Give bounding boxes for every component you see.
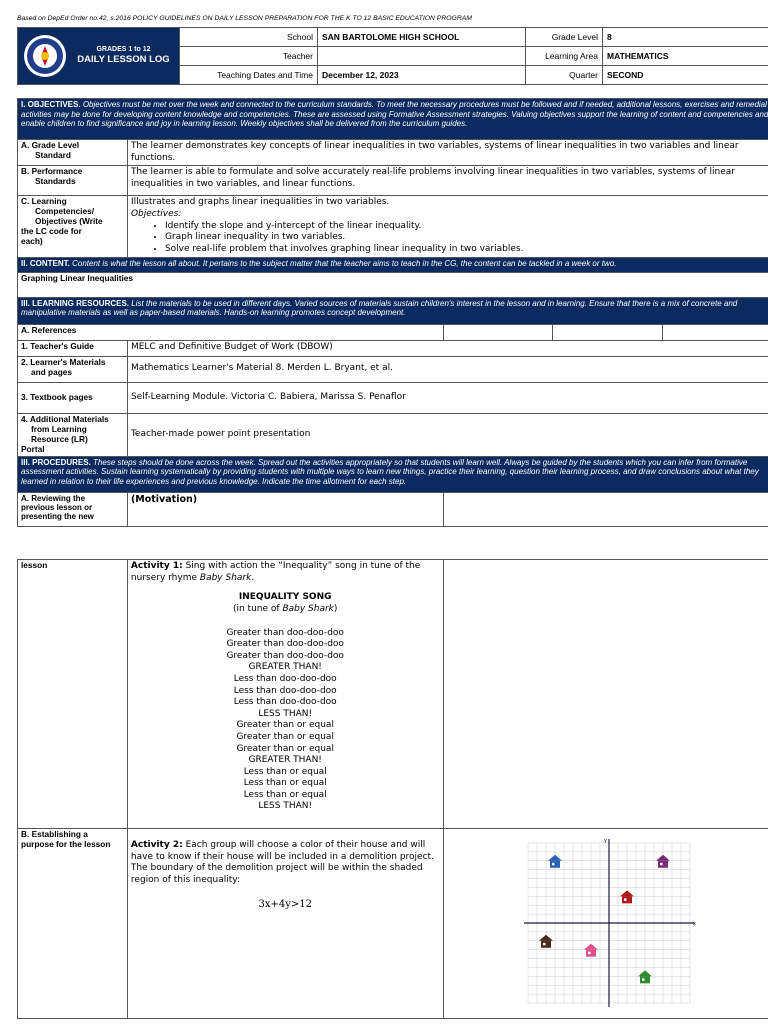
list-item: • Graph linear inequality in two variables. (165, 232, 768, 244)
house-icon[interactable] (548, 855, 562, 868)
house-window (543, 943, 546, 946)
axes (524, 839, 694, 1007)
objectives-subheading: Objectives: (130, 209, 182, 220)
list-item: • Solve real-life problem that involves graphing linear inequality in two variables. (165, 244, 768, 256)
teacher-value (318, 47, 526, 66)
procedures-desc: These steps should be done across the week. Spread out the activities appropriately so that students will learn well. Always be guided by the students which you can infer from formative assessment activities. Sustain learning systematically by providing students with multiple ways to learn new things, practice their learning, question their learning process, and draw conclusions about what they learned in relation to their life experiences and previous knowledge. Indicate the time allotment for each step. (21, 457, 759, 486)
house-icon[interactable] (620, 890, 634, 903)
lesson-log-continued-table (17, 559, 768, 1019)
am-label-3: Resource (LR) (31, 433, 88, 444)
house-body (622, 896, 632, 903)
grade-label: Grade Level (526, 28, 603, 47)
house-window (642, 978, 645, 981)
review-label-3: presenting the new (21, 512, 94, 521)
dates-label: Teaching Dates and Time (180, 66, 318, 85)
house-roof (584, 944, 598, 950)
house-roof (539, 935, 553, 941)
house-window (588, 952, 591, 955)
house-roof (548, 855, 562, 861)
establishing-purpose-label (18, 829, 128, 1019)
competencies-label-1: C. Learning (21, 196, 67, 207)
song-line: LESS THAN! (258, 801, 313, 812)
house-window (624, 898, 627, 901)
activity-1-cell (127, 560, 443, 829)
area-value: MATHEMATICS (603, 47, 768, 66)
song-title: INEQUALITY SONG (238, 592, 332, 603)
song-line: GREATER THAN! (248, 662, 322, 673)
house-roof (620, 890, 634, 896)
house-window (552, 863, 555, 866)
policy-note: Based on DepEd Order no.42, s.2016 POLICY GUIDELINES ON DAILY LESSON PREPARATION FOR THE K TO 12 BASIC EDUCATION PROGRAM (17, 15, 472, 22)
competencies-label-3: Objectives (Write (35, 216, 103, 227)
quarter-label: Quarter (526, 66, 603, 85)
competencies-label (18, 196, 128, 257)
learners-materials-label (18, 356, 128, 382)
song-line: GREATER THAN! (248, 755, 322, 766)
purpose-label-1: B. Establishing a (21, 829, 88, 839)
additional-materials-label (18, 413, 128, 456)
procedures-heading: III. PROCEDURES. (21, 457, 91, 467)
area-label: Learning Area (526, 47, 603, 66)
house-body (658, 861, 668, 868)
reviewing-label-cont: lesson (18, 560, 128, 829)
house-icon[interactable] (638, 970, 652, 983)
inequality-expression: 3x+4y>12 (258, 898, 312, 910)
teachers-guide-value: MELC and Definitive Budget of Work (DBOW) (127, 340, 768, 356)
motivation-heading: (Motivation) (127, 492, 443, 526)
competencies-label-5: each) (21, 236, 43, 247)
house-window (660, 863, 663, 866)
activity-1-rhyme: Baby Shark (199, 572, 252, 583)
review-label-2: previous lesson or (21, 502, 93, 512)
graph-cell (443, 829, 768, 1019)
resources-band (18, 297, 768, 324)
content-desc: Content is what the lesson all about. It pertains to the subject matter that the teacher aims to teach in the CG, the content can be tackled in a week or two. (72, 258, 617, 268)
house-body (541, 941, 551, 948)
content-heading: II. CONTENT. (21, 258, 70, 268)
house-body (586, 950, 596, 957)
references-cell-2 (553, 324, 663, 340)
house-body (640, 976, 650, 983)
song-line: Greater than doo-doo-doo (226, 650, 344, 661)
song-line: Less than doo-doo-doo (233, 685, 337, 696)
performance-label-1: B. Performance (21, 166, 83, 177)
house-icon[interactable] (584, 944, 598, 957)
content-value: Graphing Linear Inequalities (18, 272, 768, 297)
resources-desc: List the materials to be used in different days. Varied sources of materials sustain children's interest in the lesson and in learning. Ensure that there is a mix of concrete and manipulative materials as well as paper-based materials. Hands-on learning promotes concept development. (21, 298, 738, 318)
school-value: SAN BARTOLOME HIGH SCHOOL (318, 28, 526, 47)
additional-materials-value: Teacher-made power point presentation (127, 413, 768, 456)
am-label-2: from Learning (31, 423, 87, 434)
procedures-band (18, 456, 768, 492)
song-subtitle (131, 604, 440, 616)
school-label: School (180, 28, 318, 47)
song-line: Less than or equal (243, 766, 327, 777)
house-body (550, 861, 560, 868)
reviewing-label (18, 492, 128, 526)
objectives-desc: Objectives must be met over the week and connected to the curriculum standards. To meet the necessary procedures must be followed and if needed, additional lessons, exercises and remedial activities may be done for developing content knowledge and competencies. These are assessed using Formative Assessment strategies. Valuing objectives support the learning of content and competencies and enable children to find significance and joy in learning lesson. Weekly objectives shall be delivered from the curriculum guides. (21, 100, 768, 129)
coordinate-graph (520, 835, 698, 1011)
logo-grades: GRADES 1 to 12 (96, 45, 151, 53)
grade-standard-label-1: A. Grade Level (21, 140, 80, 150)
textbook-label: 3. Textbook pages (18, 382, 128, 413)
song-line: Greater than or equal (236, 720, 334, 731)
performance-standards-text: The learner is able to formulate and solve accurately real-life problems involving linear inequalities in two variables, systems of linear inequalities in two variables, and linear functions. (127, 166, 768, 196)
grade-value: 8 (603, 28, 768, 47)
list-item: • Identify the slope and y-intercept of the linear inequality. (165, 221, 768, 233)
activity-1-title: Activity 1: (130, 561, 183, 571)
activity-2-cell (127, 829, 443, 1019)
song-line: Greater than or equal (236, 731, 334, 742)
inequality-song (131, 592, 440, 813)
houses (539, 855, 670, 984)
references-cell-1 (443, 324, 553, 340)
activity-1-text: Sing with action the “Inequality” song in tune of the nursery rhyme (130, 561, 421, 583)
grade-standard-text: The learner demonstrates key concepts of linear inequalities in two variables, systems of linear inequalities in two variables and linear functions. (127, 140, 768, 166)
competencies-label-4: the LC code for (21, 226, 82, 237)
house-icon[interactable] (539, 935, 553, 948)
activity-1-period: . (251, 572, 255, 583)
purpose-label-2: purpose for the lesson (21, 838, 111, 849)
activity-1-notes-cell (443, 560, 768, 829)
quarter-value: SECOND (603, 66, 768, 85)
learners-materials-value: Mathematics Learner's Material 8. Merden L. Bryant, et al. (127, 356, 768, 382)
competency-statement: Illustrates and graphs linear inequalities in two variables. (130, 197, 390, 208)
song-line: Less than or equal (243, 789, 327, 800)
song-sub-1: (in tune of (232, 603, 280, 614)
objectives-list (165, 221, 768, 256)
performance-label-2: Standards (35, 176, 76, 187)
song-line: LESS THAN! (258, 708, 313, 719)
song-line: Greater than or equal (236, 743, 334, 754)
dates-value: December 12, 2023 (318, 66, 526, 85)
logo-title: DAILY LESSON LOG (77, 54, 170, 66)
competencies-label-2: Competencies/ (35, 206, 95, 217)
header-table (17, 27, 768, 85)
resources-heading: III. LEARNING RESOURCES. (21, 298, 130, 308)
song-line: Less than or equal (243, 778, 327, 789)
song-sub-2: ) (333, 603, 338, 614)
performance-standards-label (18, 166, 128, 196)
lm-label-1: 2. Learner's Materials (21, 356, 106, 367)
references-cell-3 (663, 324, 768, 340)
grade-standard-label-2: Standard (35, 149, 71, 160)
am-label-1: 4. Additional Materials (21, 413, 109, 424)
deped-seal-icon (22, 33, 68, 79)
teacher-label: Teacher (180, 47, 318, 66)
y-axis-label: y (603, 838, 607, 844)
content-band (18, 257, 768, 272)
lesson-log-table (17, 98, 768, 527)
objectives-heading: I. OBJECTIVES. (21, 100, 81, 109)
objectives-band (18, 99, 768, 140)
references-label: A. References (18, 324, 444, 340)
review-label-1: A. Reviewing the (21, 493, 86, 503)
house-roof (638, 970, 652, 976)
song-line: Greater than doo-doo-doo (226, 627, 344, 638)
reviewing-notes-cell (443, 492, 768, 526)
house-icon[interactable] (656, 855, 670, 868)
house-roof (656, 855, 670, 861)
activity-2-text: Each group will choose a color of their house and will have to know if their house will be included in a demolition project. The boundary of the demolition project will be within the shaded region of this inequality: (130, 840, 434, 886)
song-line: Greater than doo-doo-doo (226, 639, 344, 650)
grade-standard-label (18, 140, 128, 166)
song-line: Less than doo-doo-doo (233, 673, 337, 684)
am-label-4: Portal (21, 443, 45, 454)
activity-2-title: Activity 2: (130, 840, 183, 850)
teachers-guide-label: 1. Teacher's Guide (18, 340, 128, 356)
lm-label-2: and pages (31, 366, 73, 377)
textbook-value: Self-Learning Module. Victoria C. Babiera, Marissa S. Penaflor (127, 382, 768, 413)
song-sub-rhyme: Baby Shark (282, 603, 334, 614)
x-axis-label: x (692, 921, 696, 927)
competencies-text (127, 196, 768, 257)
dll-logo-block (18, 28, 180, 85)
song-line: Less than doo-doo-doo (233, 697, 337, 708)
